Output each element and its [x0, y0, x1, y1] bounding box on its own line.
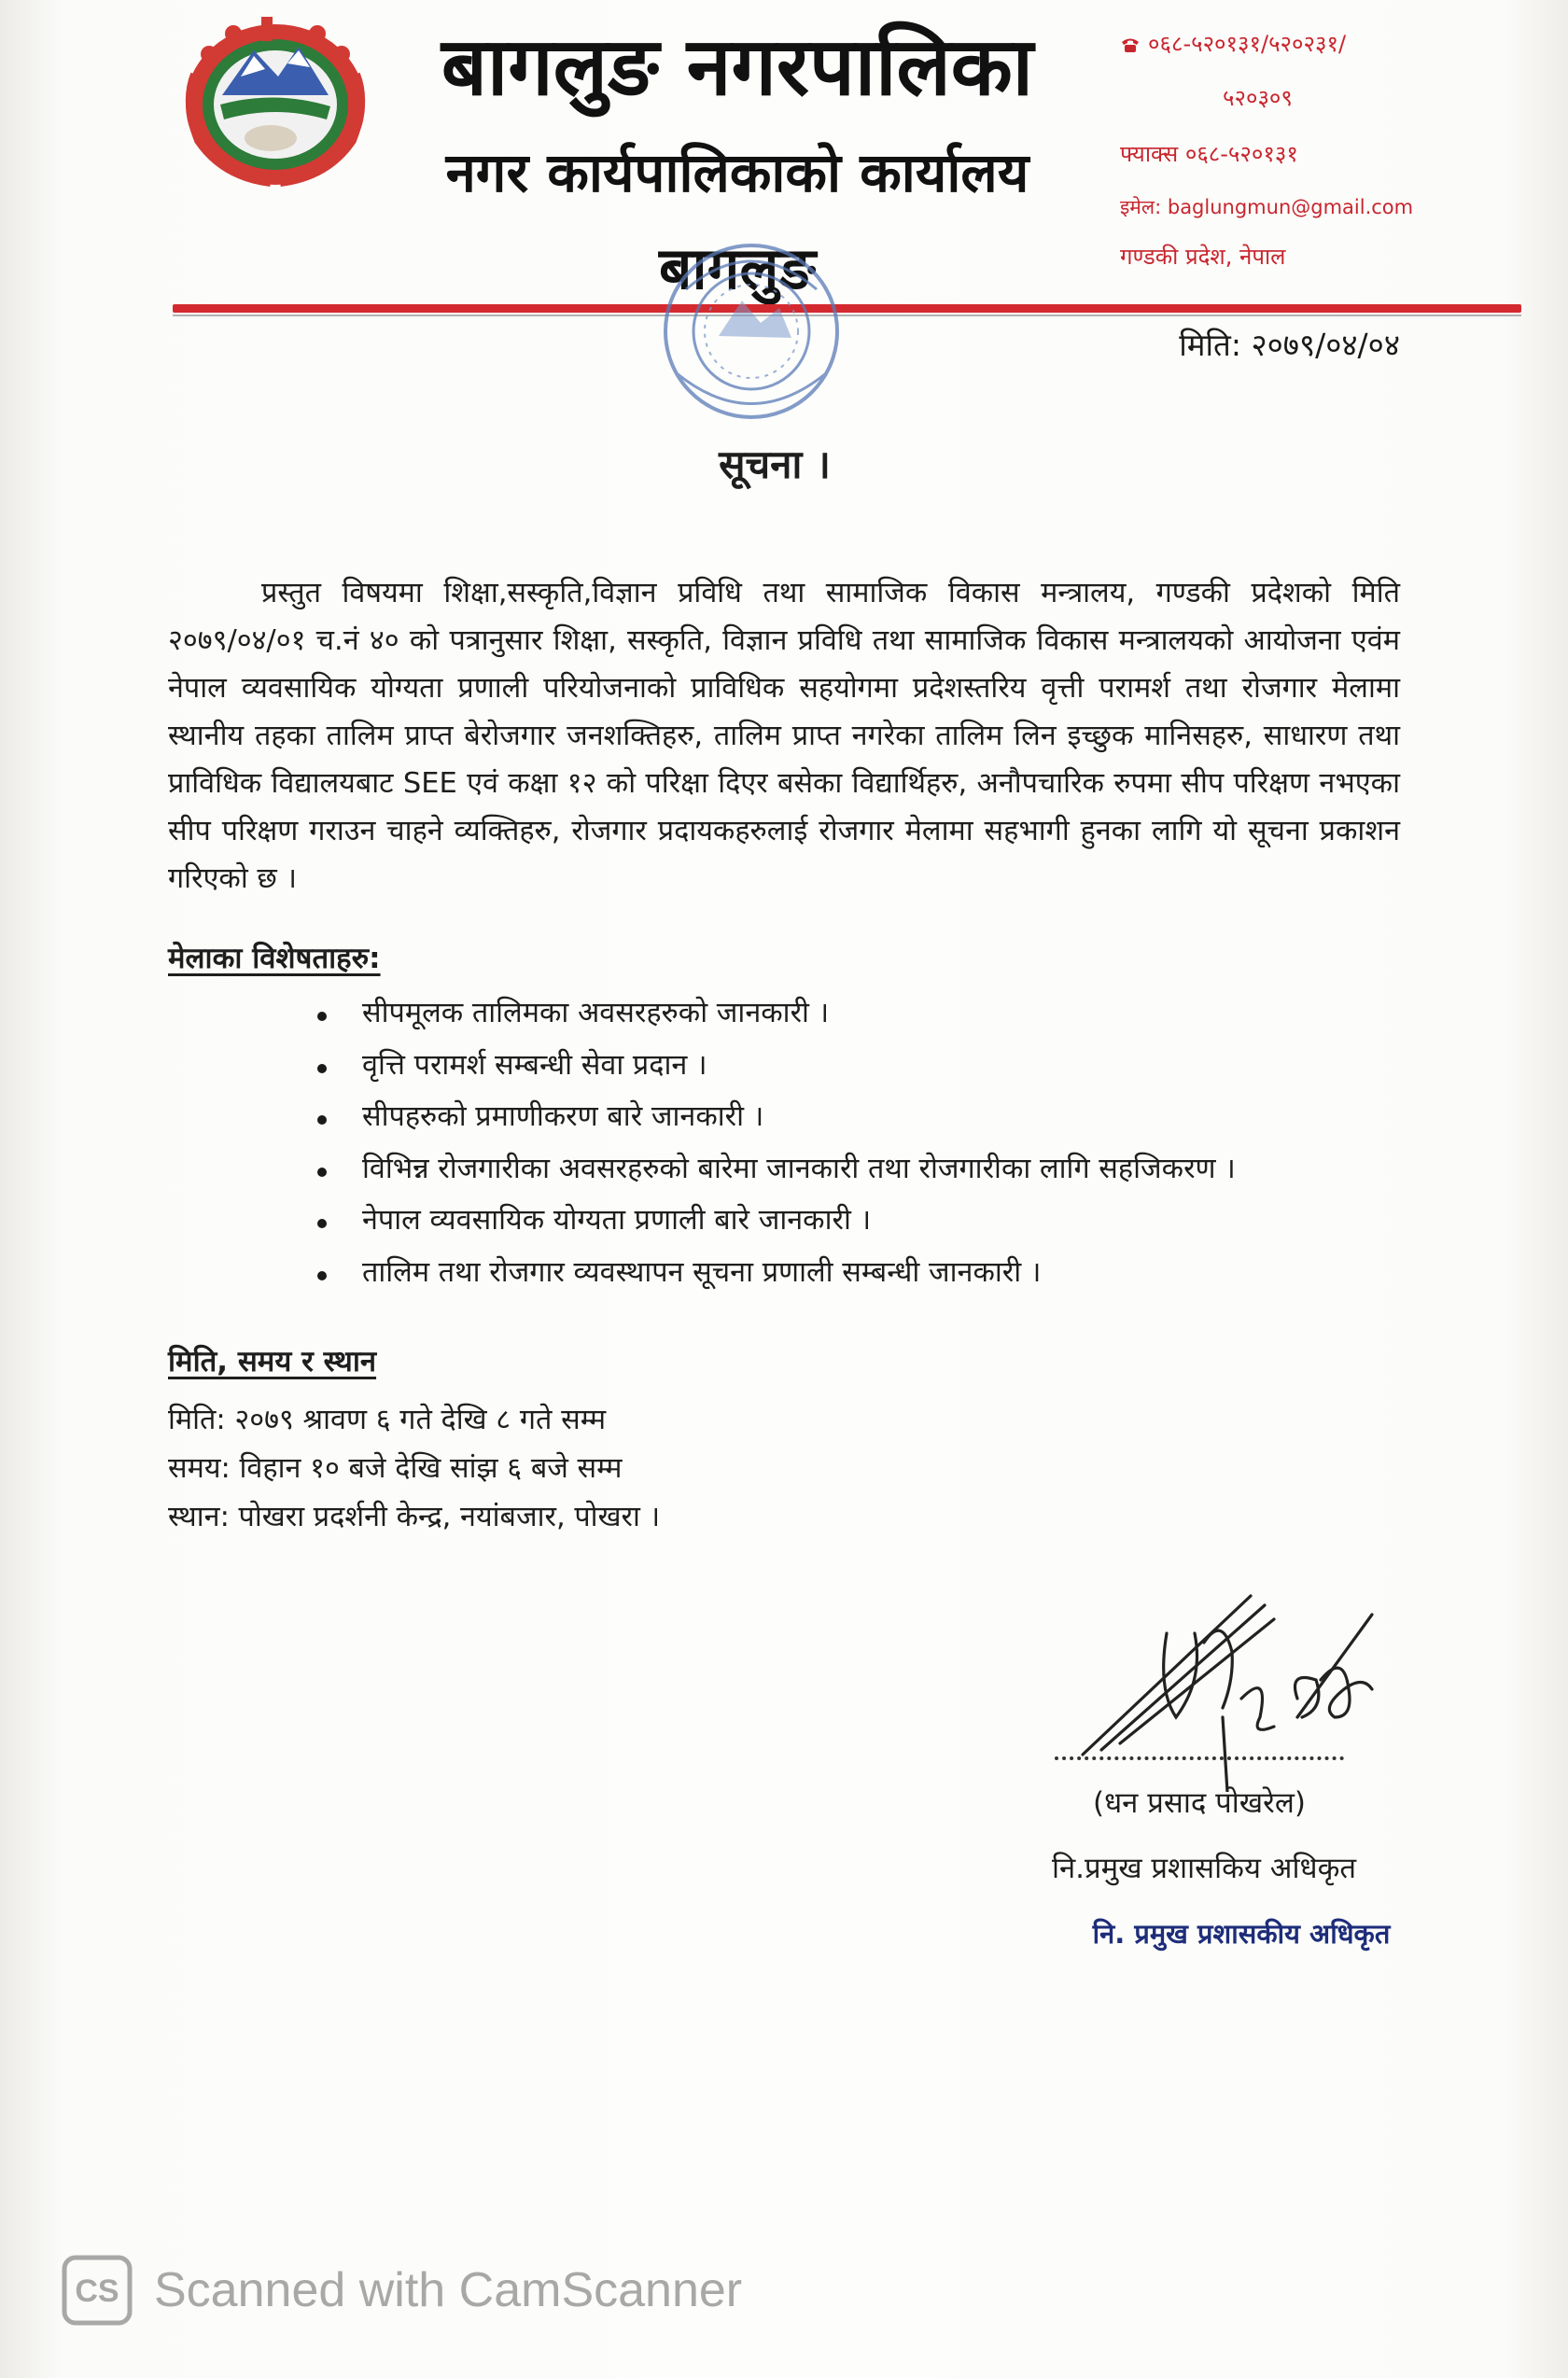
province-line: गण्डकी प्रदेश, नेपाल	[1120, 244, 1286, 270]
nepal-emblem-icon	[168, 9, 383, 196]
list-item: सीपहरुको प्रमाणीकरण बारे जानकारी ।	[308, 1091, 1428, 1143]
notice-title: सूचना ।	[719, 441, 831, 487]
phone-icon	[1120, 36, 1141, 53]
office-stamp-icon	[635, 233, 868, 448]
features-heading: मेलाका विशेषताहरु:	[168, 942, 381, 975]
list-item: वृत्ति परामर्श सम्बन्धी सेवा प्रदान ।	[308, 1040, 1428, 1092]
camscanner-logo-letters: CS	[75, 2273, 119, 2309]
seal-title: नि. प्रमुख प्रशासकीय अधिकृत	[1092, 1918, 1391, 1950]
list-item: विभिन्न रोजगारीका अवसरहरुको बारेमा जानकारी तथा रोजगारीका लागि सहजिकरण ।	[308, 1143, 1428, 1196]
phone-line-1: ०६८-५२०१३१/५२०२३१/	[1120, 28, 1346, 59]
fax-line: फ्याक्स ०६८-५२०१३१	[1120, 141, 1298, 167]
signer-title: नि.प्रमुख प्रशासकिय अधिकृत	[1051, 1852, 1357, 1885]
list-item: नेपाल व्यवसायिक योग्यता प्रणाली बारे जानकारी ।	[308, 1195, 1428, 1247]
event-venue: स्थान: पोखरा प्रदर्शनी केन्द्र, नयांबजार, पोखरा ।	[168, 1501, 661, 1533]
email-label: इमेल	[1120, 196, 1155, 218]
email-address: : baglungmun@gmail.com	[1155, 196, 1414, 218]
camscanner-logo-icon	[62, 2255, 133, 2326]
details-heading: मिति, समय र स्थान	[168, 1345, 377, 1378]
letter-date: मिति: २०७९/०४/०४	[1179, 327, 1400, 363]
notice-body: प्रस्तुत विषयमा शिक्षा,सस्कृति,विज्ञान प्रविधि तथा सामाजिक विकास मन्त्रालय, गण्डकी प्रदेशको मिति २०७९/०४/०१ च.नं ४० को पत्रानुसार शिक्षा, सस्कृति, विज्ञान प्रविधि तथा सामाजिक विकास मन्त्रालयको आयोजना एवंम नेपाल व्यवसायिक योग्यता प्रणाली परियोजनाको प्राविधिक सहयोगमा प्रदेशस्तरिय वृत्ती परामर्श तथा रोजगार मेलामा स्थानीय तहका तालिम प्राप्त बेरोजगार जनशक्तिहरु, तालिम प्राप्त नगरेका तालिम लिन इच्छुक मानिसहरु, साधारण तथा प्राविधिक विद्यालयबाट SEE एवं कक्षा १२ को परिक्षा दिएर बसेका विद्यार्थिहरु, अनौपचारिक रुपमा सीप परिक्षण नभएका सीप परिक्षण गराउन चाहने व्यक्तिहरु, रोजगार प्रदायकहरुलाई रोजगार मेलामा सहभागी हुनका लागि यो सूचना प्रकाशन गरिएको छ ।	[168, 577, 1400, 895]
signature-line	[1055, 1756, 1344, 1760]
event-details	[168, 1396, 1008, 1542]
email-line	[1120, 194, 1413, 220]
org-name: बागलुङ नगरपालिका	[441, 21, 1034, 114]
office-name: नगर कार्यपालिकाको कार्यालय	[445, 141, 1029, 204]
list-item: तालिम तथा रोजगार व्यवस्थापन सूचना प्रणाली सम्बन्धी जानकारी ।	[308, 1247, 1428, 1299]
camscanner-watermark: Scanned with CamScanner	[154, 2263, 743, 2317]
signer-name: (धन प्रसाद पोखरेल)	[1093, 1786, 1306, 1820]
event-time: समय: विहान १० बजे देखि सांझ ६ बजे सम्म	[168, 1452, 623, 1485]
list-item: सीपमूलक तालिमका अवसरहरुको जानकारी ।	[308, 987, 1428, 1040]
phone-line-2: ५२०३०९	[1223, 85, 1293, 111]
office-place: बागलुङ	[659, 234, 816, 302]
event-date: मिति: २०७९ श्रावण ६ गते देखि ८ गते सम्म	[168, 1404, 607, 1436]
features-list	[308, 987, 1428, 1298]
